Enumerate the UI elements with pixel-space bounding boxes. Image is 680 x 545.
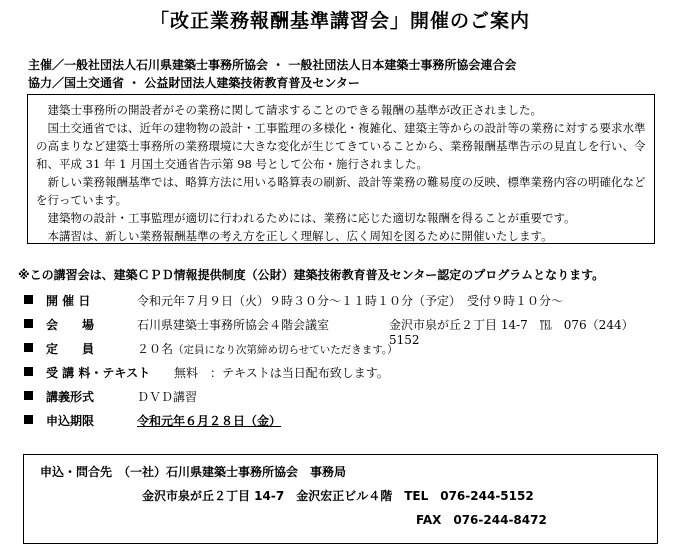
square-bullet-icon	[24, 367, 33, 376]
capacity-value-wrap	[137, 340, 398, 357]
venue-label: 会 場	[46, 318, 95, 332]
square-bullet-icon	[24, 295, 33, 304]
contact-line-1: 申込・問合先 （一社）石川県建築士事務所協会 事務局	[40, 465, 347, 479]
intro-paragraph-4: 建築物の設計・工事監理が適切に行われるためには、業務に応じた適切な報酬を得ることが重要です。	[47, 211, 576, 225]
fee-value: 無料 ：テキストは当日配布致します。	[174, 366, 389, 380]
detail-row-fee	[24, 364, 664, 388]
intro-paragraph-1: 建築士事務所の開設者がその業務に関して請求することのできる報酬の基準が改正されました。	[47, 103, 542, 117]
venue-value: 石川県建築士事務所協会４階会議室	[137, 318, 330, 332]
intro-box	[27, 94, 655, 244]
square-bullet-icon	[24, 319, 33, 328]
square-bullet-icon	[24, 415, 33, 424]
detail-row-venue	[24, 316, 664, 347]
detail-row-format	[24, 388, 664, 412]
date-label: 開 催 日	[46, 294, 91, 308]
contact-line-3: FAX 076-244-8472	[416, 513, 547, 527]
detail-row-date	[24, 292, 664, 316]
deadline-value: 令和元年６月２８日（金）	[137, 414, 282, 428]
contact-line-2: 金沢市泉が丘２丁目 14-7 金沢宏正ビル４階 TEL 076-244-5152	[142, 489, 534, 503]
venue-address: 金沢市泉が丘２丁目 14-7 ℡ 076（244）5152	[389, 318, 634, 347]
intro-paragraph-2: 国土交通省では、近年の建物物の設計・工事監理の多様化・複雑化、建築主等からの設計等の業務に対する要求水準の高まりなど建築士事務所の業務環境に大きな変化が生じてきていることから、業務報酬基準告示の見直しを行い、令和、平成 31 年 1 月国土交通省告示第 98 号として公布・施行されました。	[36, 121, 646, 171]
square-bullet-icon	[24, 391, 33, 400]
cpd-note: ※この講習会は、建築ＣＰＤ情報提供制度（公財）建築技術教育普及センター認定のプログラムとなります。	[18, 268, 605, 282]
capacity-value: ２０名	[137, 342, 174, 356]
format-label: 講義形式	[46, 390, 95, 404]
page-title: 「改正業務報酬基準講習会」開催のご案内	[149, 10, 530, 32]
capacity-note: （定員になり次第締め切らせていただきます。）	[173, 344, 398, 356]
event-details	[24, 292, 664, 436]
square-bullet-icon	[24, 343, 33, 352]
deadline-label: 申込期限	[46, 414, 95, 428]
fee-label: 受 講 料・テキスト	[46, 366, 151, 380]
date-value: 令和元年７月９日（火）９時３０分～１１時１０分（予定） 受付９時１０分～	[137, 294, 564, 308]
detail-row-capacity	[24, 340, 664, 364]
contact-box	[23, 454, 658, 544]
intro-paragraph-5: 本講習は、新しい業務報酬基準の考え方を正しく理解し、広く周知を図るために開催いたします。	[47, 229, 553, 243]
capacity-label: 定 員	[46, 342, 95, 356]
intro-paragraph-3: 新しい業務報酬基準では、略算方法に用いる略算表の刷新、設計等業務の難易度の反映、標準業務内容の明確化などを行っています。	[36, 175, 646, 207]
host-organizers: 主催／一般社団法人石川県建築士事務所協会 ・ 一般社団法人日本建築士事務所協会連合会	[28, 58, 517, 72]
cooperation-organizers: 協力／国土交通省 ・ 公益財団法人建築技術教育普及センター	[28, 76, 360, 90]
format-value: ＤＶＤ講習	[137, 390, 198, 404]
detail-row-deadline	[24, 412, 664, 436]
